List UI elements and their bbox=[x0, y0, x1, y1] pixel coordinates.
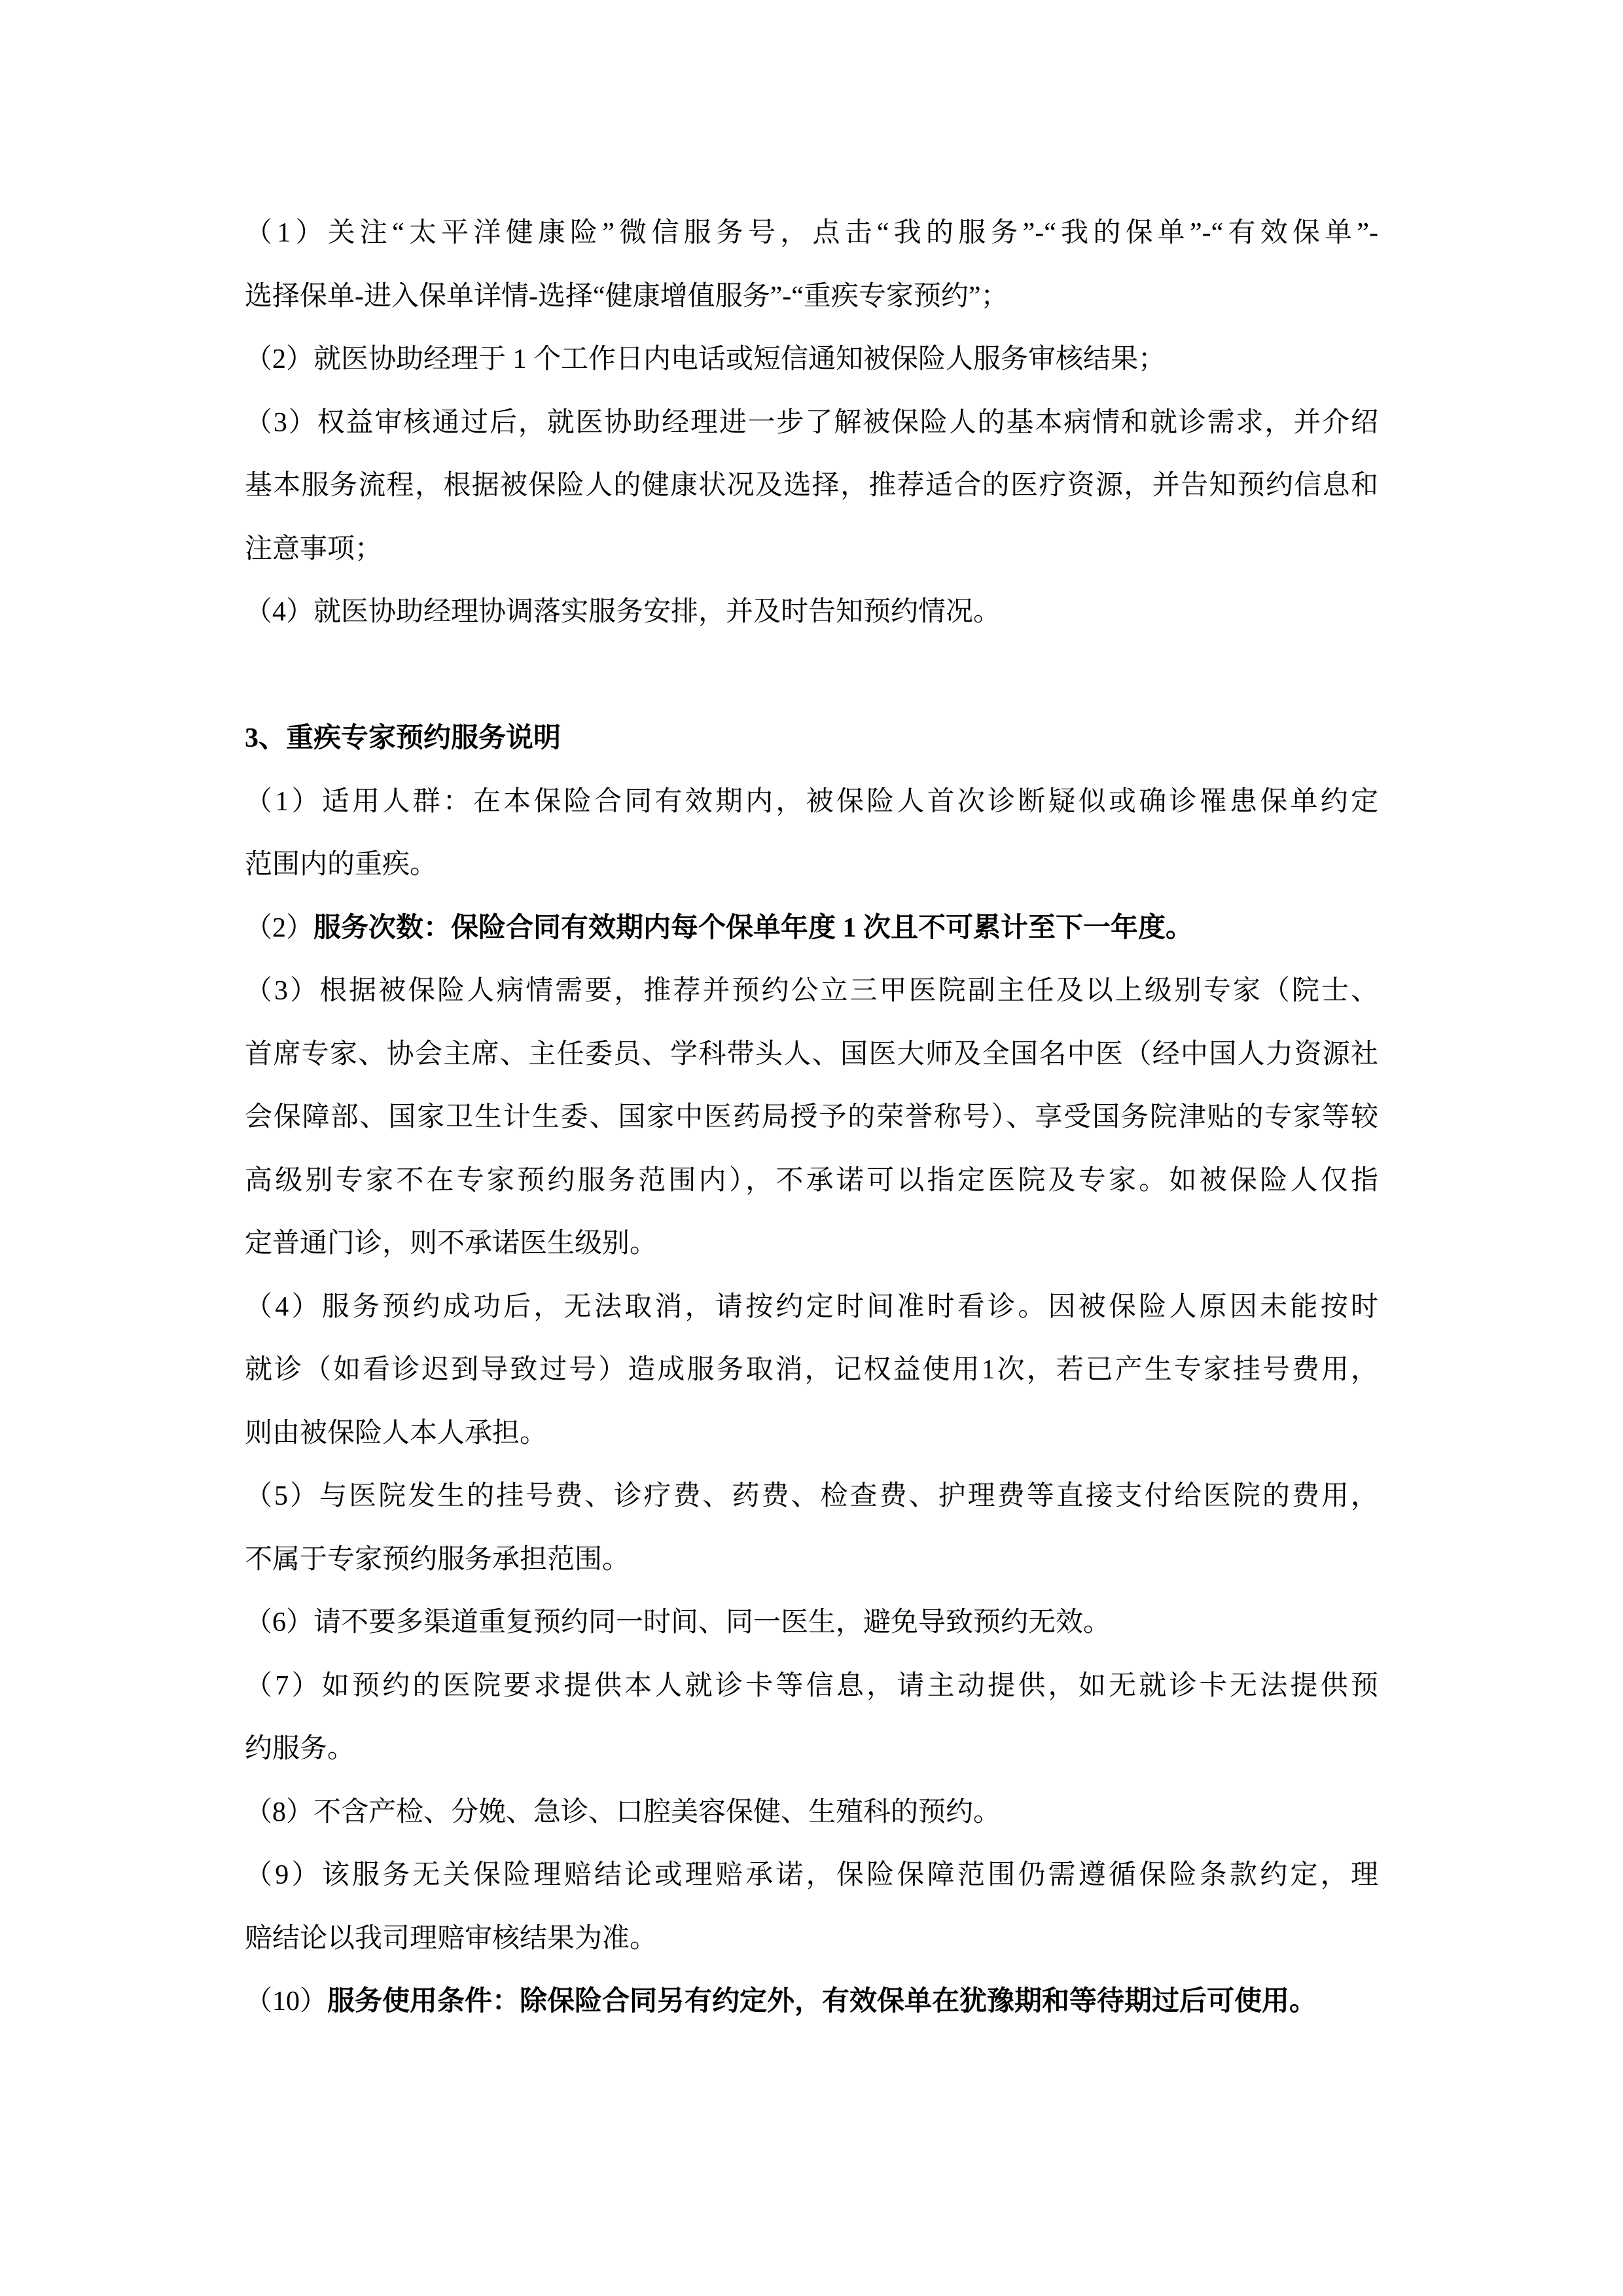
bold-text-run: 服务次数：保险合同有效期内每个保单年度 1 次且不可累计至下一年度。 bbox=[313, 912, 1194, 943]
text-run: （10） bbox=[245, 1986, 328, 2017]
text-run: 基本服务流程，根据被保险人的健康状况及选择，推荐适合的医疗资源，并告知预约信息和 bbox=[245, 471, 1378, 501]
text-line bbox=[245, 1023, 1378, 1086]
bold-text-run: 3、重疾专家预约服务说明 bbox=[245, 723, 562, 753]
text-run: （7）如预约的医院要求提供本人就诊卡等信息，请主动提供，如无就诊卡无法提供预 bbox=[245, 1670, 1378, 1701]
text-line bbox=[245, 1655, 1378, 1718]
text-run: 赔结论以我司理赔审核结果为准。 bbox=[245, 1923, 658, 1954]
text-line bbox=[245, 328, 1378, 391]
text-line bbox=[245, 518, 1378, 581]
text-run: （9）该服务无关保险理赔结论或理赔承诺，保险保障范围仍需遵循保险条款约定，理 bbox=[245, 1860, 1378, 1890]
text-run: 注意事项； bbox=[245, 533, 383, 564]
text-line bbox=[245, 1212, 1378, 1276]
blank-line bbox=[245, 644, 1378, 708]
text-run: 高级别专家不在专家预约服务范围内），不承诺可以指定医院及专家。如被保险人仅指 bbox=[245, 1165, 1378, 1196]
text-run: （6）请不要多渠道重复预约同一时间、同一医生，避免导致预约无效。 bbox=[245, 1607, 1111, 1638]
text-run: （4）服务预约成功后，无法取消，请按约定时间准时看诊。因被保险人原因未能按时 bbox=[245, 1291, 1378, 1322]
text-line bbox=[245, 1149, 1378, 1213]
text-run: 首席专家、协会主席、主任委员、学科带头人、国医大师及全国名中医（经中国人力资源社 bbox=[245, 1039, 1378, 1069]
text-run: （2） bbox=[245, 912, 314, 943]
text-run: 约服务。 bbox=[245, 1734, 355, 1764]
text-run: （5）与医院发生的挂号费、诊疗费、药费、检查费、护理费等直接支付给医院的费用， bbox=[245, 1481, 1378, 1511]
document-body bbox=[245, 202, 1378, 2034]
text-line bbox=[245, 1086, 1378, 1149]
text-run: （2）就医协助经理于 1 个工作日内电话或短信通知被保险人服务审核结果； bbox=[245, 344, 1166, 374]
text-line bbox=[245, 897, 1378, 960]
text-run: 选择保单-进入保单详情-选择“健康增值服务”-“重疾专家预约”； bbox=[245, 281, 1008, 312]
text-line bbox=[245, 265, 1378, 329]
bold-text-run: 服务使用条件：除保险合同另有约定外，有效保单在犹豫期和等待期过后可使用。 bbox=[327, 1986, 1317, 2017]
text-line bbox=[245, 1844, 1378, 1907]
text-line bbox=[245, 1591, 1378, 1655]
text-run: （1）关注“太平洋健康险”微信服务号，点击“我的服务”-“我的保单”-“有效保单”- bbox=[245, 218, 1378, 248]
text-line bbox=[245, 391, 1378, 455]
text-run: 会保障部、国家卫生计生委、国家中医药局授予的荣誉称号）、享受国务院津贴的专家等较 bbox=[245, 1102, 1378, 1132]
text-line bbox=[245, 1528, 1378, 1592]
text-run: （3）根据被保险人病情需要，推荐并预约公立三甲医院副主任及以上级别专家（院士、 bbox=[245, 976, 1378, 1006]
text-line bbox=[245, 1970, 1378, 2034]
text-run: （3）权益审核通过后，就医协助经理进一步了解被保险人的基本病情和就诊需求，并介绍 bbox=[245, 407, 1378, 438]
text-line bbox=[245, 1907, 1378, 1971]
text-line bbox=[245, 1717, 1378, 1781]
text-line bbox=[245, 770, 1378, 834]
text-line bbox=[245, 1276, 1378, 1339]
text-line bbox=[245, 202, 1378, 265]
text-run: 就诊（如看诊迟到导致过号）造成服务取消，记权益使用1次，若已产生专家挂号费用， bbox=[245, 1355, 1378, 1385]
text-run: （1）适用人群：在本保险合同有效期内，被保险人首次诊断疑似或确诊罹患保单约定 bbox=[245, 786, 1378, 817]
text-line bbox=[245, 833, 1378, 897]
text-line bbox=[245, 454, 1378, 518]
text-run: （8）不含产检、分娩、急诊、口腔美容保健、生殖科的预约。 bbox=[245, 1797, 1001, 1827]
text-line bbox=[245, 1402, 1378, 1465]
text-run: （4）就医协助经理协调落实服务安排，并及时告知预约情况。 bbox=[245, 597, 1001, 627]
text-run: 不属于专家预约服务承担范围。 bbox=[245, 1544, 630, 1575]
text-run: 则由被保险人本人承担。 bbox=[245, 1418, 548, 1448]
section-heading bbox=[245, 707, 1378, 770]
text-run: 范围内的重疾。 bbox=[245, 850, 438, 880]
text-run: 定普通门诊，则不承诺医生级别。 bbox=[245, 1229, 658, 1259]
text-line bbox=[245, 581, 1378, 644]
text-line bbox=[245, 1781, 1378, 1844]
text-line bbox=[245, 960, 1378, 1023]
text-line bbox=[245, 1465, 1378, 1528]
text-line bbox=[245, 1338, 1378, 1402]
